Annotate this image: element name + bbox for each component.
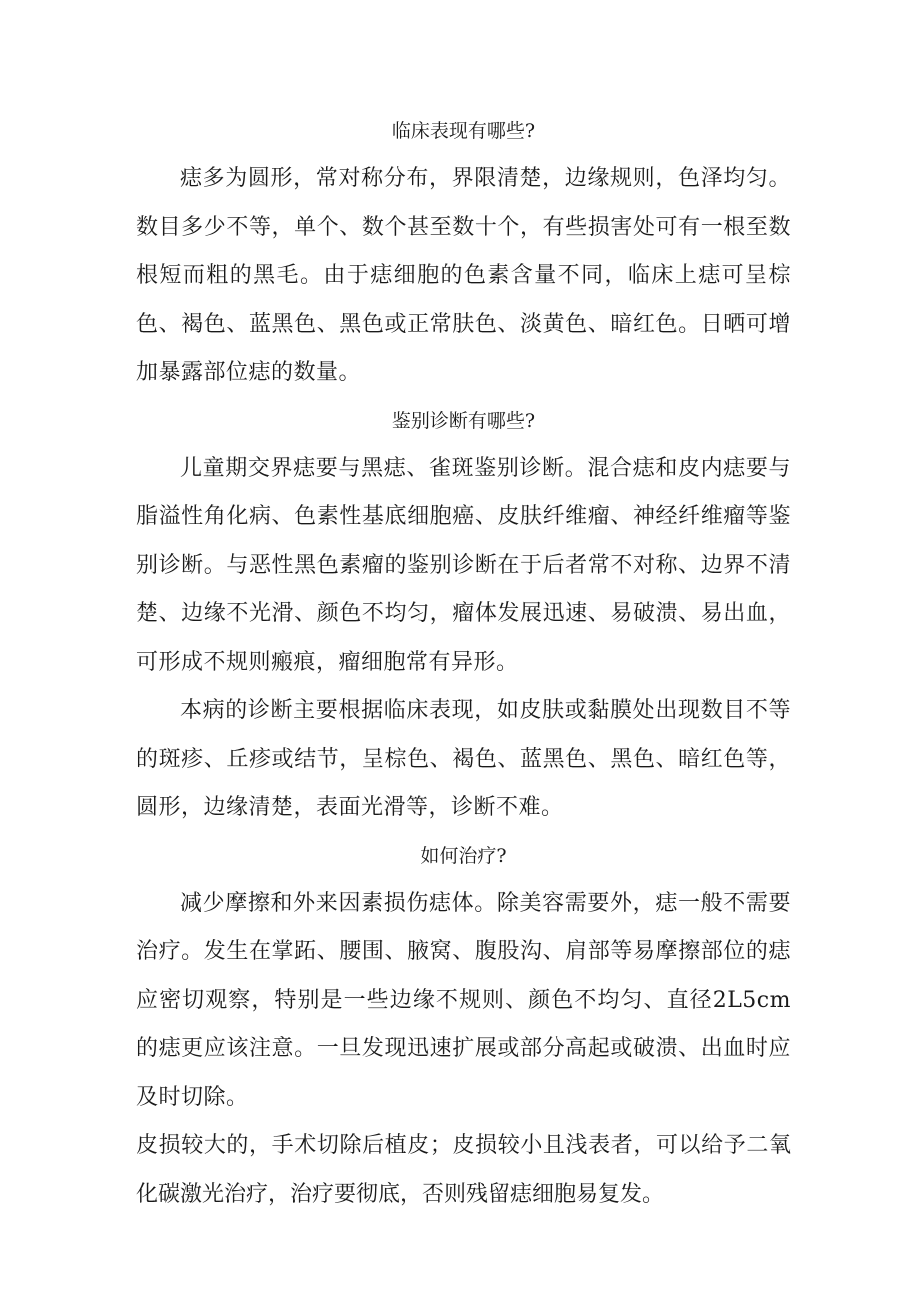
section-heading: 临床表现有哪些? <box>391 120 536 142</box>
section-heading: 鉴别诊断有哪些? <box>391 409 536 432</box>
section-clinical-manifestations <box>136 108 791 398</box>
section-treatment <box>136 833 791 1220</box>
paragraph: 皮损较大的，手术切除后植皮；皮损较小且浅表者，可以给予二氧化碳激光治疗，治疗要彻底，否则残留痣细胞易复发。 <box>136 1133 791 1207</box>
section-differential-diagnosis <box>136 398 791 833</box>
document-page <box>136 108 791 1219</box>
paragraph: 儿童期交界痣要与黑痣、雀斑鉴别诊断。混合痣和皮内痣要与脂溢性角化病、色素性基底细胞癌、皮肤纤维瘤、神经纤维瘤等鉴别诊断。与恶性黑色素瘤的鉴别诊断在于后者常不对称、边界不清楚、边缘不光滑、颜色不均匀，瘤体发展迅速、易破溃、易出血，可形成不规则瘢痕，瘤细胞常有异形。 <box>136 455 791 675</box>
paragraph: 减少摩擦和外来因素损伤痣体。除美容需要外，痣一般不需要治疗。发生在掌跖、腰围、腋窝、腹股沟、肩部等易摩擦部位的痣应密切观察，特别是一些边缘不规则、颜色不均匀、直径2L5cm的痣更应该注意。一旦发现迅速扩展或部分高起或破溃、出血时应及时切除。 <box>136 890 791 1110</box>
paragraph: 本病的诊断主要根据临床表现，如皮肤或黏膜处出现数目不等的斑疹、丘疹或结节，呈棕色、褐色、蓝黑色、黑色、暗红色等，圆形，边缘清楚，表面光滑等，诊断不难。 <box>136 698 791 820</box>
paragraph: 痣多为圆形，常对称分布，界限清楚，边缘规则，色泽均匀。数目多少不等，单个、数个甚至数十个，有些损害处可有一根至数根短而粗的黑毛。由于痣细胞的色素含量不同，临床上痣可呈棕色、褐色、蓝黑色、黑色或正常肤色、淡黄色、暗红色。日晒可增加暴露部位痣的数量。 <box>136 166 791 385</box>
section-heading: 如何治疗? <box>420 844 507 867</box>
